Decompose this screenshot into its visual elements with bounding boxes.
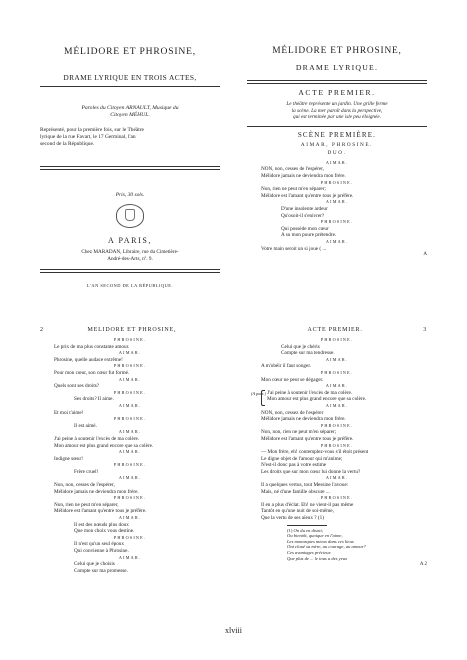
verse-line: Pour mon cœur, son cœur fut formé. bbox=[54, 369, 130, 376]
page1-performance-note bbox=[40, 127, 220, 148]
verse-line: Le digne objet de l'amour qui m'anime; bbox=[261, 455, 343, 462]
speaker-name: PHROSINE. bbox=[320, 369, 354, 375]
verse-line: Compte sur ma promesse. bbox=[74, 567, 128, 574]
page2-subtitle: DRAME LYRIQUE. bbox=[295, 63, 379, 72]
verse-line: Les droits que sur mon cœur lui donne la vertu? bbox=[261, 468, 361, 475]
verse-line: Mélidore est l'amant qu'entre tous je préfère. bbox=[261, 192, 354, 199]
verse-line: Mélidore jamais ne deviendra mon frère. bbox=[261, 172, 346, 179]
speaker-name: PHROSINE. bbox=[113, 534, 147, 540]
aside-line: J'ai peine à soutenir l'excès de ma colère. bbox=[267, 389, 353, 396]
verse-line: Non, non, cesses de l'espérer, bbox=[54, 482, 115, 489]
verse-line: Mon amour est plus grand encore que sa colère. bbox=[54, 442, 154, 449]
verse-line: Indigne sœur! bbox=[54, 455, 83, 462]
stage-line: Le théâtre représente un jardin. Une grille ferme bbox=[286, 101, 388, 107]
stage-line: la scène. La mer paroît dans la perspective, bbox=[291, 107, 383, 114]
verse-line: Il en a plus d'éclat. Eh! ne vient-il pas même bbox=[261, 501, 354, 508]
verse-line: Que la vertu de ses aïeux ? (1) bbox=[261, 515, 324, 522]
running-title: ACTE PREMIER. bbox=[307, 327, 363, 333]
scene-heading: SCÈNE PREMIÈRE. bbox=[297, 130, 377, 139]
verse-line: NON, non, cesses de l'espérer, bbox=[261, 166, 325, 173]
verse-line: Compte sur ma tendresse. bbox=[281, 350, 335, 357]
verse-line: Celui que je choisis bbox=[74, 561, 115, 568]
page2-title: MÉLIDORE ET PHROSINE, bbox=[272, 46, 402, 56]
speaker-name: AIMAR. bbox=[325, 159, 349, 165]
verse-line: Qui possède mon cœur bbox=[281, 225, 329, 232]
verse-line: Le prix de ma plus constante amour. bbox=[54, 343, 130, 350]
verse-line: Votre main seroit un si joue ( ... bbox=[261, 245, 327, 252]
speaker-name: PHROSINE. bbox=[320, 442, 354, 448]
stage-line: qui est terminée par une isle peu éloignée. bbox=[293, 114, 381, 121]
page1-rule bbox=[40, 86, 220, 87]
verse-line: Et moi t'aime! bbox=[54, 409, 84, 416]
verse-line: Il n'est qu'un seul époux bbox=[74, 541, 124, 548]
footnote-line: Ou bientôt, quoique en l'aime, bbox=[287, 533, 343, 539]
speaker-name: PHROSINE. bbox=[113, 462, 147, 468]
price-label: Prix, 30 sols. bbox=[115, 192, 145, 198]
speaker-name: AIMAR. bbox=[118, 515, 142, 521]
page-3 bbox=[247, 327, 427, 627]
page1-double-rule bbox=[40, 166, 220, 170]
verse-line: Celui que je chéris bbox=[281, 343, 320, 350]
authors-line: Citoyen MÉHUL. bbox=[110, 112, 150, 118]
speaker-name: AIMAR. bbox=[118, 376, 142, 382]
speaker-name: AIMAR. bbox=[118, 449, 142, 455]
speaker-name: AIMAR. bbox=[118, 402, 142, 408]
speaker-name: PHROSINE. bbox=[320, 495, 354, 501]
imprint-year: L'AN SECOND DE LA RÉPUBLIQUE. bbox=[86, 283, 174, 288]
speaker-name: PHROSINE. bbox=[113, 337, 147, 342]
speaker-name: AIMAR. bbox=[325, 402, 349, 408]
performance-line: second de la République. bbox=[40, 141, 95, 147]
publisher-line: André-des-Arts, nº. 9. bbox=[107, 256, 153, 262]
verse-line: Quels sont ses droits? bbox=[54, 383, 100, 390]
speaker-name: PHROSINE. bbox=[113, 416, 147, 422]
speaker-name: PHROSINE. bbox=[113, 389, 147, 395]
page1-title: MÉLIDORE ET PHROSINE, bbox=[63, 46, 196, 57]
speaker-name: AIMAR. bbox=[118, 350, 142, 356]
speaker-name: AIMAR. bbox=[118, 429, 142, 435]
speaker-name: PHROSINE. bbox=[320, 179, 354, 185]
verse-line: Qu'osoit-il s'enivrer? bbox=[281, 212, 325, 219]
speaker-name: PHROSINE. bbox=[113, 363, 147, 369]
page-number: 3 bbox=[423, 327, 427, 333]
verse-line: Il a quelques vertus, tout Messine l'avoue: bbox=[261, 482, 349, 489]
act-heading: ACTE PREMIER. bbox=[298, 88, 376, 97]
running-title: MÉLIDORE ET PHROSINE, bbox=[87, 327, 177, 333]
brace-icon bbox=[261, 390, 265, 406]
speaker-name: AIMAR. bbox=[118, 554, 142, 560]
imprint-city: A PARIS, bbox=[107, 236, 153, 245]
verse-line: Il est des nœuds plus doux bbox=[74, 521, 129, 528]
stage-direction bbox=[247, 101, 427, 121]
verse-line: Que mon choix vous destine. bbox=[74, 528, 135, 535]
footnote-mark: (1) bbox=[287, 527, 293, 533]
authors-line: Paroles du Citoyen ARNAULT, Musique du bbox=[81, 105, 179, 111]
speaker-name: AIMAR. bbox=[325, 199, 349, 205]
verse-line: Non, rien ne peut m'en séparer, bbox=[54, 501, 119, 508]
verse-line: Non, rien ne peut m'en séparer; bbox=[261, 186, 326, 193]
verse-line: Mélidore jamais ne deviendra mon frère. bbox=[54, 488, 139, 495]
title-page bbox=[40, 40, 220, 330]
page1-subtitle: DRAME LYRIQUE EN TROIS ACTES, bbox=[63, 73, 197, 82]
verse-line: Mais, né d'une famille obscure ... bbox=[261, 488, 330, 495]
footnote-line: Que plus de ... le tous a des yeux bbox=[287, 555, 348, 561]
verse-line: J'ai peine à soutenir l'excès de ma colère. bbox=[54, 435, 140, 442]
verse-line: A m'obéir il faut songer. bbox=[261, 363, 312, 370]
crown-seal-icon bbox=[116, 204, 144, 228]
duo-label: DUO. bbox=[327, 149, 347, 156]
page1-authors bbox=[40, 105, 220, 119]
footnote-line: Ont cloué sa mère, au courage, au amour? bbox=[287, 544, 366, 550]
dialogue-block bbox=[40, 337, 220, 574]
speaker-name: AIMAR. bbox=[325, 383, 349, 389]
footnote-line: Les monarques mieux dans ces lieux bbox=[287, 538, 354, 544]
speaker-name: AIMAR. bbox=[325, 238, 349, 244]
verse-line: Tantôt en qu'une nuit de soi-même, bbox=[261, 508, 334, 515]
verse-line: Phrosine, quelle audace extrême! bbox=[54, 356, 123, 363]
speaker-name: PHROSINE. bbox=[113, 495, 147, 501]
publisher bbox=[40, 249, 220, 263]
publisher-line: Chez MARADAN, Libraire, rue du Cimetière- bbox=[81, 249, 179, 255]
speaker-name: AIMAR. bbox=[325, 475, 349, 481]
speaker-name: PHROSINE. bbox=[320, 337, 354, 342]
verse-line: N'est-il donc pas à votre estime bbox=[261, 462, 327, 469]
dialogue-block bbox=[247, 160, 427, 252]
speaker-name: PHROSINE. bbox=[320, 219, 354, 225]
verse-line: Mélidore est l'amant qu'entre tous je préfère. bbox=[54, 508, 147, 515]
performance-line: lyrique de la rue Favart, le 17 Germinal, l'an bbox=[40, 134, 136, 140]
plate-number: xlviii bbox=[225, 626, 242, 635]
act-opening-page bbox=[247, 40, 427, 330]
catchword: A 2 bbox=[419, 562, 427, 568]
scene-cast: AIMAR, PHROSINE. bbox=[300, 141, 374, 148]
verse-line: Qui convienne à Phrosine. bbox=[74, 548, 129, 554]
verse-line: Non, non, rien ne peut m'en séparer; bbox=[261, 429, 337, 436]
speaker-name: AIMAR. bbox=[325, 356, 349, 362]
page2-rule bbox=[247, 126, 427, 127]
page-2 bbox=[40, 327, 220, 627]
aside-block bbox=[247, 390, 427, 403]
performance-line: Représenté, pour la première fois, sur le Théâtre bbox=[40, 127, 144, 133]
verse-line: Ses droits? Il aime. bbox=[74, 396, 114, 403]
speaker-name: AIMAR. bbox=[118, 475, 142, 481]
dialogue-block bbox=[247, 403, 427, 522]
page1-rule-bottom bbox=[40, 269, 220, 273]
verse-line: Mélidore jamais ne deviendra mon frère. bbox=[261, 416, 346, 423]
speaker-name: PHROSINE. bbox=[320, 422, 354, 428]
page2-double-rule bbox=[247, 80, 427, 84]
page-number: 2 bbox=[40, 327, 44, 333]
verse-line: A su mon poure prétendre. bbox=[281, 232, 337, 239]
aside-line: Mon amour est plus grand encore que sa colère. bbox=[267, 396, 367, 403]
verse-line: NON, non, cessez de l'espérer bbox=[261, 409, 324, 416]
running-header bbox=[40, 327, 220, 333]
aside-mark: (A part.) bbox=[251, 390, 267, 396]
verse-line: Mélidore est l'amant qu'entre tous je préfère. bbox=[261, 435, 354, 442]
verse-line: Il est aimé. bbox=[74, 422, 97, 429]
verse-line: D'une insolente ardeur bbox=[281, 205, 328, 212]
dialogue-block bbox=[247, 337, 427, 390]
footnote-rule bbox=[287, 525, 327, 526]
footnote bbox=[287, 528, 427, 562]
catchword: A bbox=[423, 252, 427, 258]
footnote-line: Ces avantages précieux bbox=[287, 550, 331, 555]
verse-line: — Mon frère, eh! contemplez-vous s'il étoit présent bbox=[261, 449, 369, 456]
verse-line: Mon cœur ne peut se dégager. bbox=[261, 376, 324, 383]
verse-line: Frère cruel! bbox=[74, 468, 99, 475]
running-header bbox=[247, 327, 427, 333]
footnote-text: On du en disoit; bbox=[293, 527, 324, 533]
